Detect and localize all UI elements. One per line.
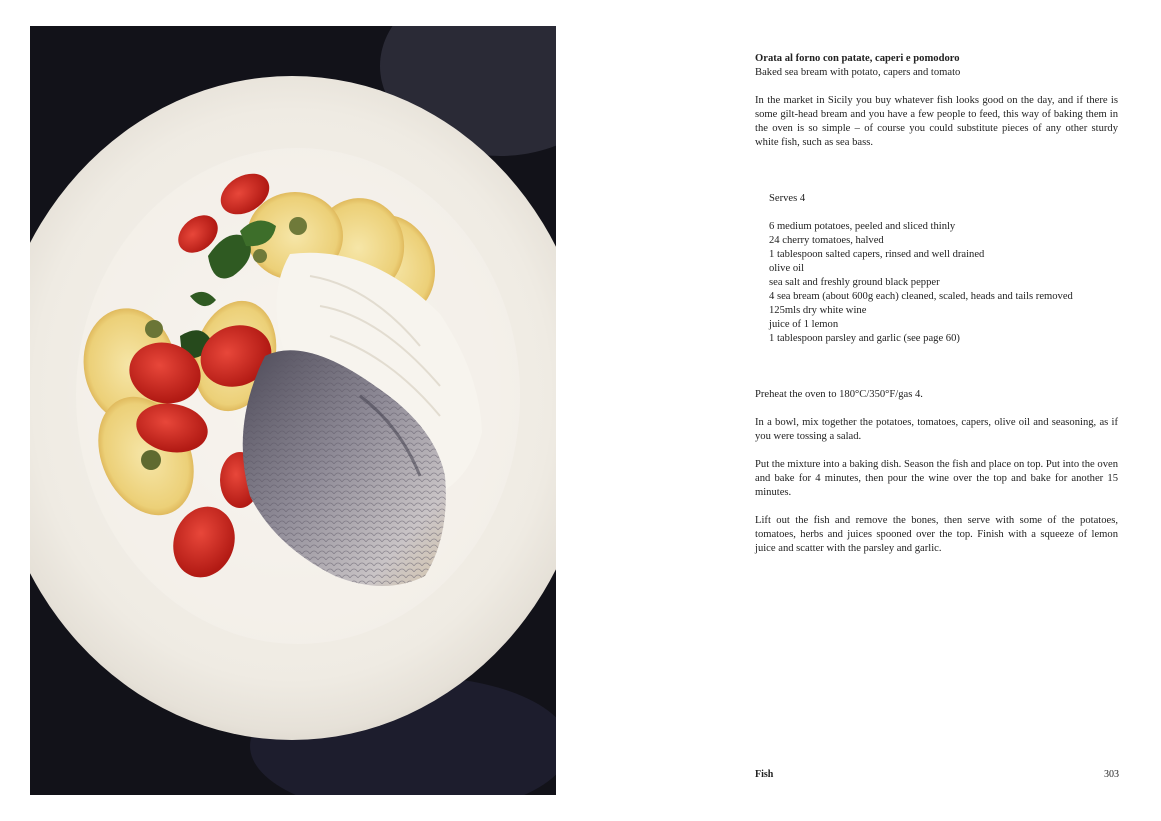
recipe-text	[755, 52, 1118, 570]
recipe-subtitle: Baked sea bream with potato, capers and tomato	[755, 67, 961, 78]
method-step: Lift out the fish and remove the bones, then serve with some of the potatoes, tomatoes, herbs and juices spooned over the top. Finish with a squeeze of lemon juice and scatter with the parsley and garlic.	[755, 515, 1118, 554]
method-step: Preheat the oven to 180°C/350°F/gas 4.	[755, 389, 923, 400]
ingredient-item: 125mls dry white wine	[769, 305, 867, 316]
food-photo	[30, 26, 556, 795]
ingredient-item: 4 sea bream (about 600g each) cleaned, scaled, heads and tails removed	[769, 291, 1073, 302]
ingredient-item: 1 tablespoon parsley and garlic (see page 60)	[769, 333, 960, 344]
recipe-intro: In the market in Sicily you buy whatever fish looks good on the day, and if there is some gilt-head bream and you have a few people to feed, this way of baking them in the oven is so simple – of course you could substitute pieces of any other sturdy white fish, such as sea bass.	[755, 95, 1118, 148]
page-number: 303	[1104, 769, 1119, 780]
method-steps	[755, 388, 1118, 556]
ingredient-item: 1 tablespoon salted capers, rinsed and well drained	[769, 249, 985, 260]
serves-label: Serves 4	[769, 193, 806, 204]
method-step: Put the mixture into a baking dish. Season the fish and place on top. Put into the oven and bake for 4 minutes, then pour the wine over the top and bake for another 15 minutes.	[755, 459, 1118, 498]
ingredient-item: juice of 1 lemon	[769, 319, 839, 330]
ingredient-list	[769, 220, 1118, 346]
ingredient-item: 24 cherry tomatoes, halved	[769, 235, 884, 246]
section-footer: Fish	[755, 769, 774, 780]
method-step: In a bowl, mix together the potatoes, tomatoes, capers, olive oil and seasoning, as if you were tossing a salad.	[755, 417, 1118, 442]
recipe-title: Orata al forno con patate, caperi e pomodoro	[755, 53, 960, 64]
plate-illustration	[30, 26, 556, 795]
ingredient-item: olive oil	[769, 263, 805, 274]
ingredient-item: 6 medium potatoes, peeled and sliced thinly	[769, 221, 956, 232]
ingredient-item: sea salt and freshly ground black pepper	[769, 277, 940, 288]
